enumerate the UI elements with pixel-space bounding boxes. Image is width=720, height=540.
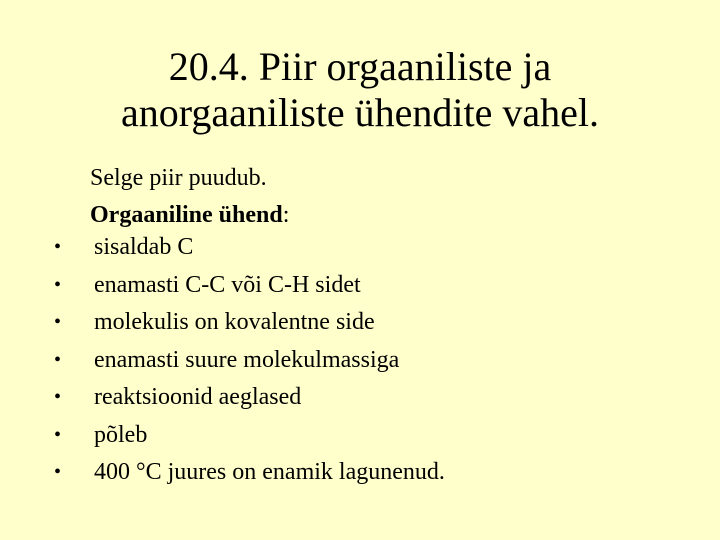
intro-block xyxy=(90,160,289,234)
intro-heading-bold: Orgaaniline ühend xyxy=(90,202,283,228)
title-line-2: anorgaaniliste ühendite vahel. xyxy=(121,90,599,135)
list-item-text: enamasti C-C või C-H sidet xyxy=(94,271,361,298)
bullet-icon: • xyxy=(54,236,62,258)
list-item-text: enamasti suure molekulmassiga xyxy=(94,346,400,373)
bullet-icon: • xyxy=(54,273,62,296)
bullet-icon: • xyxy=(54,423,62,446)
list-item-text: molekulis on kovalentne side xyxy=(94,309,375,335)
intro-statement: Selge piir puudub. xyxy=(90,165,267,191)
list-item-text: reaktsioonid aeglased xyxy=(94,384,302,410)
slide-title xyxy=(40,44,680,136)
title-line-1: 20.4. Piir orgaaniliste ja xyxy=(168,44,552,89)
intro-heading-suffix: : xyxy=(282,202,290,228)
bullet-icon: • xyxy=(54,461,62,483)
list-item-text: sisaldab C xyxy=(94,234,194,260)
bullet-icon: • xyxy=(54,311,62,333)
bullet-icon: • xyxy=(54,348,62,371)
list-item-text: põleb xyxy=(94,421,148,448)
list-item-text: 400 °C juures on enamik lagunenud. xyxy=(94,459,445,485)
bullet-icon: • xyxy=(54,386,62,408)
